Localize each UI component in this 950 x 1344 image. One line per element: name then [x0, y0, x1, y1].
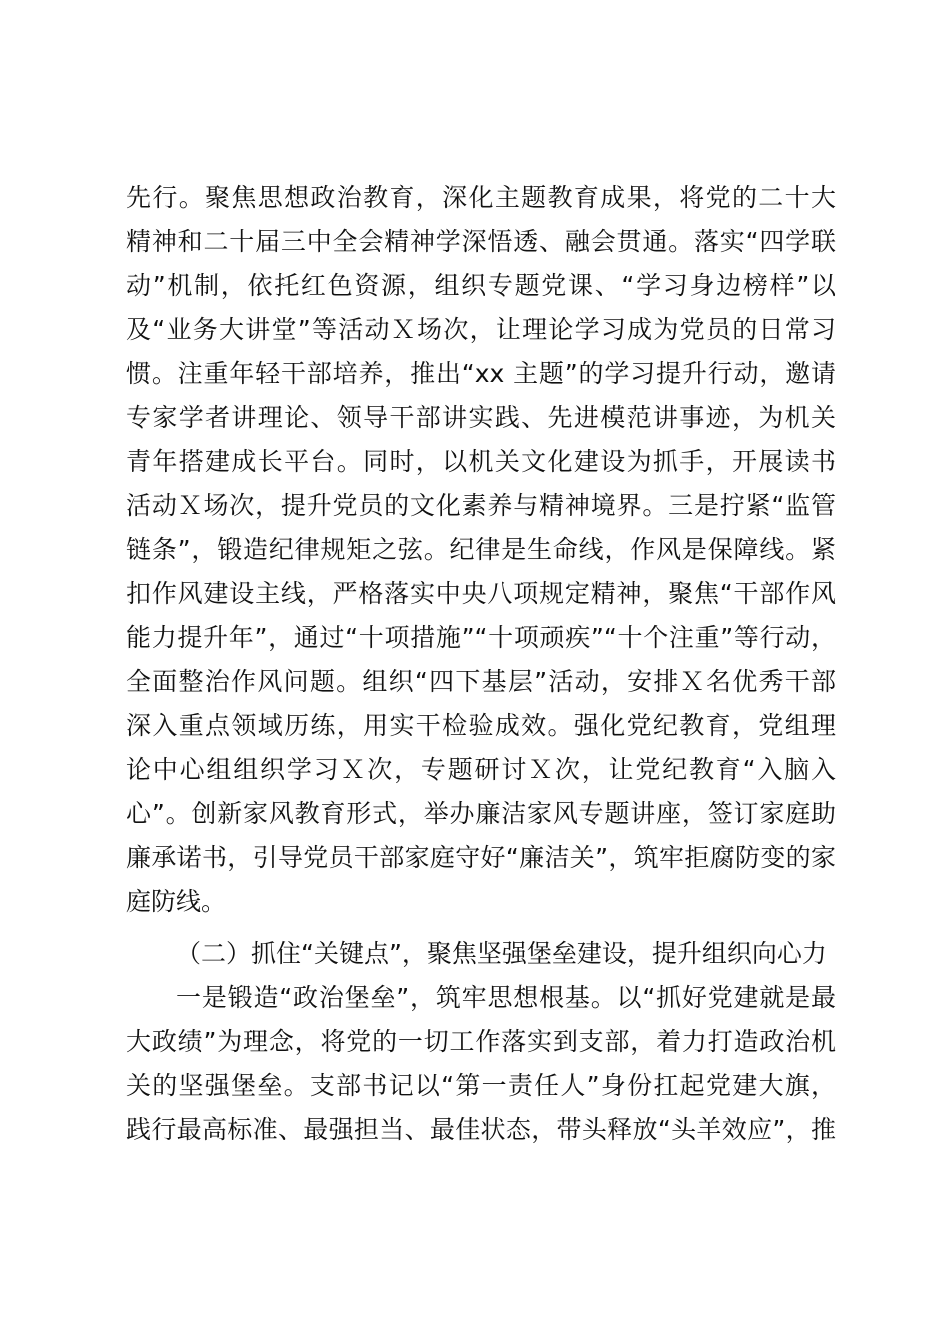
body-text-line: 精神和二十届三中全会精神学深悟透、融会贯通。落实“四学联 [126, 227, 836, 256]
section-heading: （二）抓住“关键点”，聚焦坚强堡垒建设，提升组织向心力 [176, 939, 827, 968]
body-text-line: 论中心组组织学习Ｘ次，专题研讨Ｘ次，让党纪教育“入脑入 [126, 755, 836, 784]
body-text-line: 践行最高标准、最强担当、最佳状态，带头释放“头羊效应”，推 [126, 1115, 836, 1144]
body-text-line: 深入重点领域历练，用实干检验成效。强化党纪教育，党组理 [126, 711, 836, 740]
body-text-line: 惯。注重年轻干部培养，推出“xx 主题”的学习提升行动，邀请 [126, 359, 836, 388]
body-text-line: 青年搭建成长平台。同时，以机关文化建设为抓手，开展读书 [126, 447, 836, 476]
body-text-line: 及“业务大讲堂”等活动Ｘ场次，让理论学习成为党员的日常习 [126, 315, 836, 344]
body-text-line: 大政绩”为理念，将党的一切工作落实到支部，着力打造政治机 [126, 1027, 836, 1056]
body-text-line: 动”机制，依托红色资源，组织专题党课、“学习身边榜样”以 [126, 271, 836, 300]
body-text-line: 一是锻造“政治堡垒”，筑牢思想根基。以“抓好党建就是最 [176, 983, 836, 1012]
body-text-line: 链条”，锻造纪律规矩之弦。纪律是生命线，作风是保障线。紧 [126, 535, 836, 564]
body-text-line: 活动Ｘ场次，提升党员的文化素养与精神境界。三是拧紧“监管 [126, 491, 836, 520]
body-text-line: 廉承诺书，引导党员干部家庭守好“廉洁关”，筑牢拒腐防变的家 [126, 843, 836, 872]
body-text-line: 心”。创新家风教育形式，举办廉洁家风专题讲座，签订家庭助 [126, 799, 836, 828]
body-text-line: 专家学者讲理论、领导干部讲实践、先进模范讲事迹，为机关 [126, 403, 836, 432]
body-text-line: 扣作风建设主线，严格落实中央八项规定精神，聚焦“干部作风 [126, 579, 836, 608]
body-text-line: 庭防线。 [126, 887, 227, 916]
body-text-line: 先行。聚焦思想政治教育，深化主题教育成果，将党的二十大 [126, 183, 836, 212]
body-text-line: 全面整治作风问题。组织“四下基层”活动，安排Ｘ名优秀干部 [126, 667, 836, 696]
body-text-line: 关的坚强堡垒。支部书记以“第一责任人”身份扛起党建大旗， [126, 1071, 836, 1100]
body-text-line: 能力提升年”，通过“十项措施”“十项顽疾”“十个注重”等行动， [126, 623, 836, 652]
